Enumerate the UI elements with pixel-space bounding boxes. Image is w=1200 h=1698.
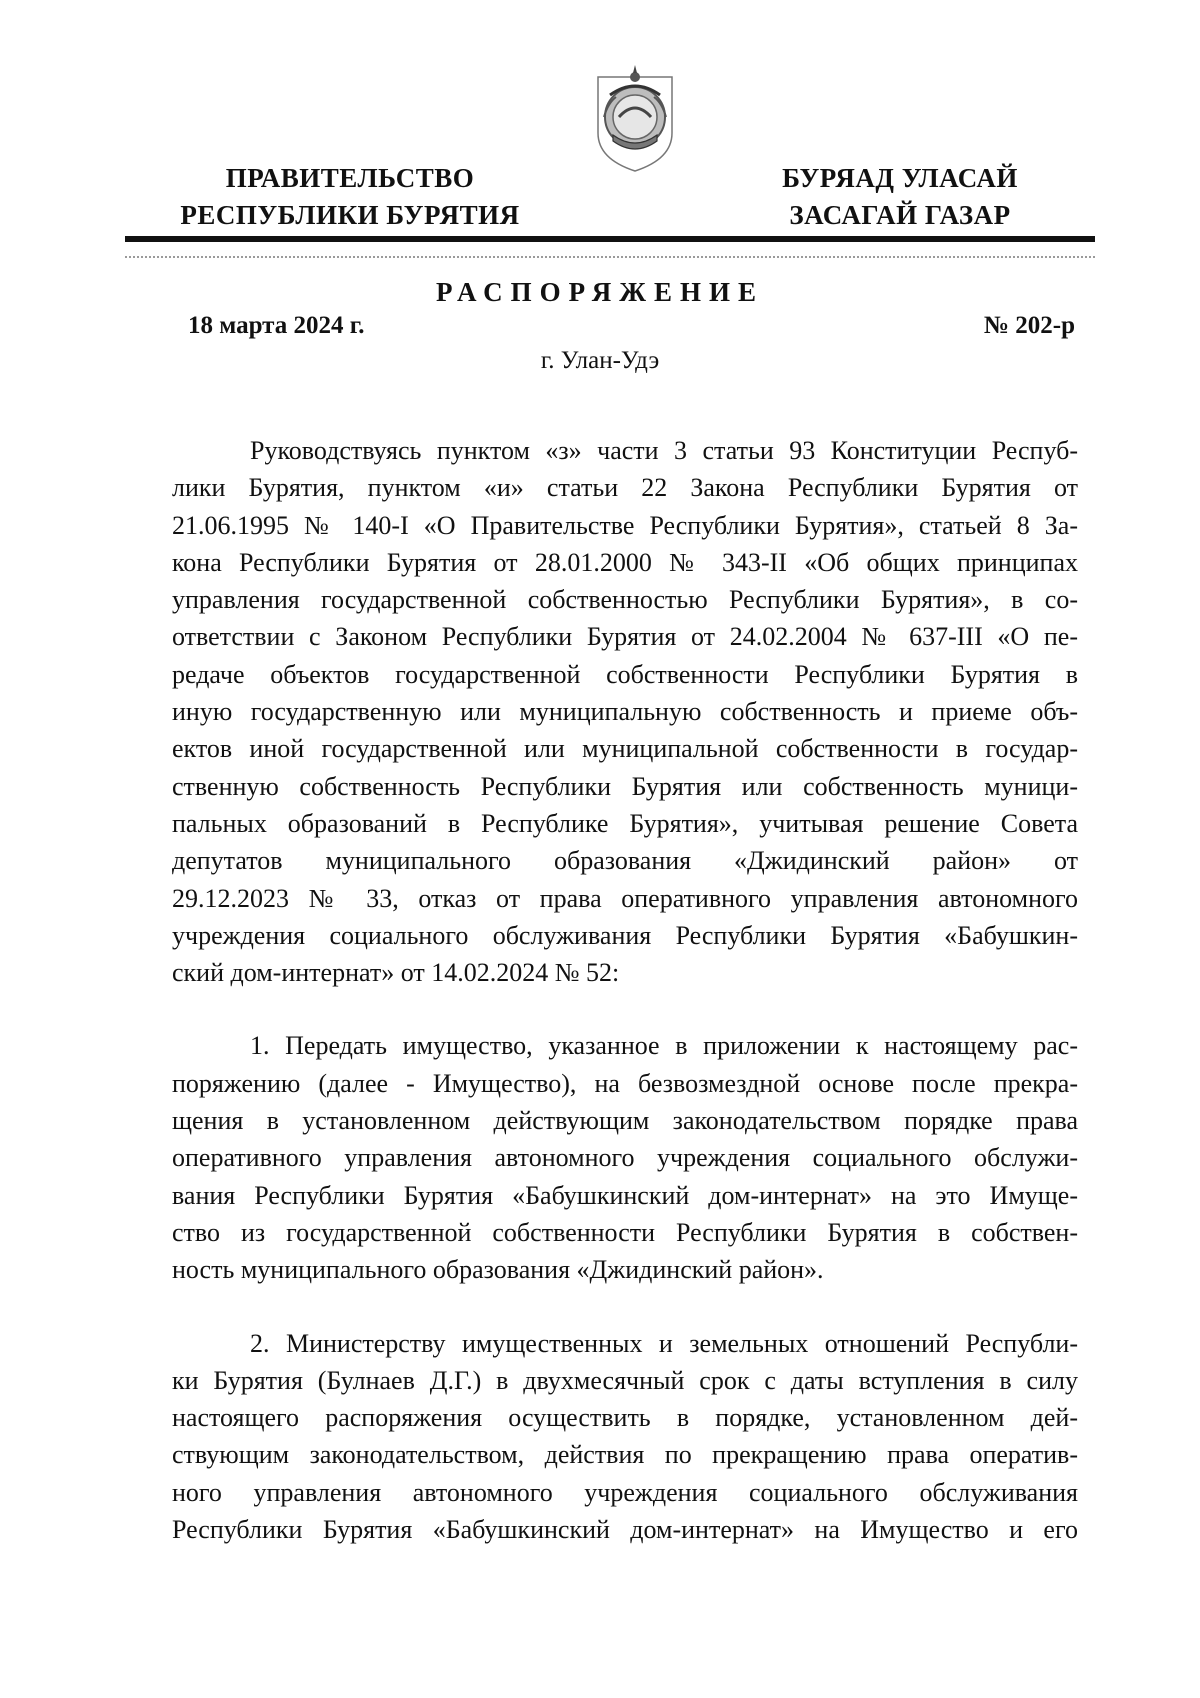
paragraph: [172, 1325, 1078, 1549]
paragraph-line: ский дом-интернат» от 14.02.2024 № 52:: [172, 958, 620, 988]
paragraph-line: 1. Передать имущество, указанное в приложении к настоящему рас-: [250, 1031, 1078, 1061]
paragraph-line: оперативного управления автономного учреждения социального обслужи-: [172, 1143, 1078, 1173]
paragraph-line: ного управления автономного учреждения социального обслуживания: [172, 1477, 1078, 1507]
paragraph-line: Республики Бурятия «Бабушкинский дом-интернат» на Имущество и его: [172, 1515, 1078, 1545]
paragraph-line: 2. Министерству имущественных и земельных отношений Республи-: [250, 1328, 1078, 1358]
document-city: г. Улан-Удэ: [540, 347, 660, 374]
paragraph-line: иную государственную или муниципальную собственность и приеме объ-: [172, 697, 1078, 727]
paragraph-line: управления государственной собственностью Республики Бурятия», в со-: [172, 585, 1078, 615]
government-name-russian: [150, 160, 550, 234]
document-type: РАСПОРЯЖЕНИЕ: [435, 277, 765, 307]
paragraph-line: ство из государственной собственности Республики Бурятия в собствен-: [172, 1217, 1078, 1247]
header-divider-thin: [125, 256, 1095, 258]
header-divider-thick: [125, 236, 1095, 242]
paragraph-line: ответствии с Законом Республики Бурятия от 24.02.2004 № 637-III «О пе-: [172, 622, 1078, 652]
paragraph-line: поряжению (далее - Имущество), на безвозмездной основе после прекра-: [172, 1068, 1078, 1098]
paragraph-line: депутатов муниципального образования «Джидинский район» от: [172, 846, 1078, 876]
paragraph-line: учреждения социального обслуживания Республики Бурятия «Бабушкин-: [172, 920, 1078, 950]
paragraph: [172, 1027, 1078, 1288]
document-number: № 202-р: [983, 312, 1075, 339]
paragraph-line: ственную собственность Республики Бурятия или собственность муници-: [172, 771, 1078, 801]
paragraph-line: кона Республики Бурятия от 28.01.2000 № 343-II «Об общих принципах: [172, 547, 1078, 577]
paragraph-line: вания Республики Бурятия «Бабушкинский дом-интернат» на это Имуще-: [172, 1180, 1078, 1210]
paragraph-line: ность муниципального образования «Джидинский район».: [172, 1255, 824, 1285]
paragraph-line: пальных образований в Республике Бурятия», учитывая решение Совета: [172, 808, 1078, 838]
government-name-buryat-line-2: ЗАСАГАЙ ГАЗАР: [789, 200, 1011, 230]
paragraph-line: Руководствуясь пунктом «з» части 3 статьи 93 Конституции Респуб-: [250, 436, 1078, 465]
paragraph-line: 21.06.1995 № 140-I «О Правительстве Республики Бурятия», статьей 8 За-: [172, 510, 1078, 540]
paragraph-line: редаче объектов государственной собственности Республики Бурятия в: [172, 659, 1078, 689]
paragraph: [172, 432, 1078, 991]
paragraph-line: настоящего распоряжения осуществить в порядке, установленном дей-: [172, 1403, 1078, 1433]
document-body: [172, 432, 1078, 1584]
government-name-buryat: [740, 160, 1060, 234]
government-name-buryat-line-1: БУРЯАД УЛАСАЙ: [782, 163, 1018, 193]
paragraph-line: ки Бурятия (Булнаев Д.Г.) в двухмесячный срок с даты вступления в силу: [172, 1365, 1078, 1395]
paragraph-line: щения в установленном действующим законодательством порядке права: [172, 1106, 1078, 1136]
paragraph-line: 29.12.2023 № 33, отказ от права оперативного управления автономного: [172, 883, 1078, 913]
paragraph-line: ствующим законодательством, действия по прекращению права оператив-: [172, 1440, 1078, 1470]
coat-of-arms-icon: [590, 55, 680, 175]
paragraph-line: ектов иной государственной или муниципальной собственности в государ-: [172, 734, 1078, 764]
government-name-line-2: РЕСПУБЛИКИ БУРЯТИЯ: [180, 200, 520, 230]
document-date: 18 марта 2024 г.: [188, 312, 365, 339]
paragraph-line: лики Бурятия, пунктом «и» статьи 22 Закона Республики Бурятия от: [172, 473, 1078, 503]
government-name-line-1: ПРАВИТЕЛЬСТВО: [225, 163, 475, 193]
